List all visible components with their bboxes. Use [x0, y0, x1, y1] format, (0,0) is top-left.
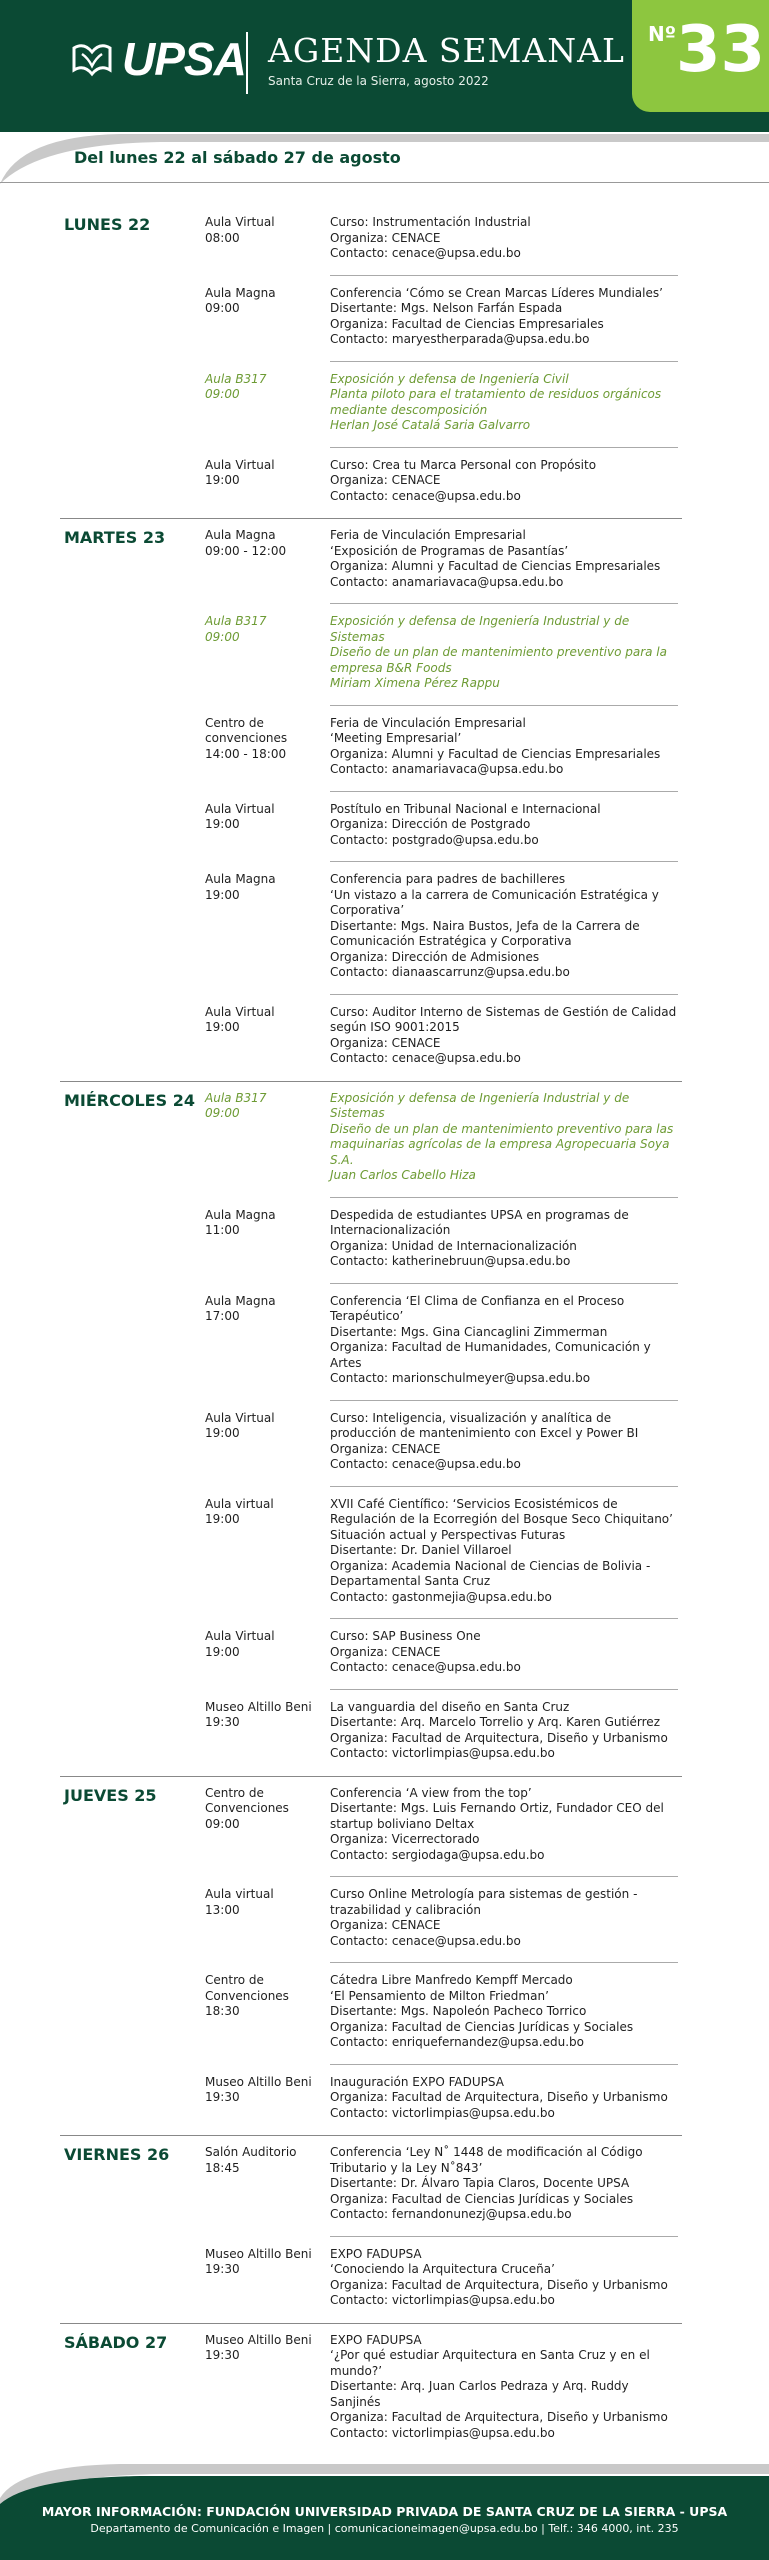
day-section	[0, 1081, 769, 1776]
event-organizer: Organiza: Dirección de Admisiones	[330, 949, 540, 964]
event-place-time	[205, 1973, 325, 2020]
event-organizer: Organiza: Facultad de Arquitectura, Diseño y Urbanismo	[330, 2410, 668, 2424]
event-time: 09:00	[205, 1816, 240, 1831]
event-line: ‘El Pensamiento de Milton Friedman’	[330, 1988, 549, 2003]
event-line: producción de mantenimiento con Excel y Power BI	[330, 1426, 639, 1440]
event-place: Aula Virtual	[205, 1629, 275, 1643]
event-organizer: Organiza: Facultad de Arquitectura, Diseño y Urbanismo	[330, 2090, 668, 2104]
event-item	[0, 518, 769, 604]
event-details	[330, 614, 678, 692]
day-label: MARTES 23	[64, 528, 166, 547]
event-organizer: Organiza: CENACE	[330, 1644, 441, 1659]
event-place: Museo Altillo Beni	[205, 2246, 312, 2261]
event-line: Terapéutico’	[330, 1309, 404, 1323]
day-label: SÁBADO 27	[64, 2332, 168, 2352]
event-title: Cátedra Libre Manfredo Kempff Mercado	[330, 1973, 573, 1987]
event-title: Conferencia ‘Cómo se Crean Marcas Líderes Mundiales’	[330, 285, 663, 300]
event-place: Aula Virtual	[205, 801, 275, 816]
event-place: Aula Virtual	[205, 215, 275, 229]
day-label: VIERNES 26	[64, 2145, 170, 2164]
event-line: ‘Exposición de Programas de Pasantías’	[330, 543, 569, 558]
event-place-time	[205, 1700, 325, 1731]
upsa-logo	[70, 33, 246, 85]
event-title: Exposición y defensa de Ingeniería Civil	[330, 371, 569, 386]
event-line: Diseño de un plan de mantenimiento preventivo para la	[330, 645, 667, 659]
event-contact: Contacto: victorlimpias@upsa.edu.bo	[330, 2105, 555, 2120]
event-item	[0, 2065, 769, 2136]
event-place: Aula Magna	[205, 285, 276, 300]
event-contact: Contacto: cenace@upsa.edu.bo	[330, 1051, 521, 1065]
event-place-time	[205, 528, 325, 559]
event-details	[330, 458, 678, 505]
day-section	[0, 1776, 769, 2136]
event-organizer: Organiza: CENACE	[330, 473, 441, 487]
event-line: empresa B&R Foods	[330, 660, 452, 675]
event-item	[0, 862, 769, 995]
day-label: LUNES 22	[64, 215, 151, 234]
event-contact: Contacto: gastonmejia@upsa.edu.bo	[330, 1589, 552, 1604]
event-place: Salón Auditorio	[205, 2145, 297, 2159]
event-speaker: Disertante: Mgs. Nelson Farfán Espada	[330, 301, 563, 315]
event-item	[0, 205, 769, 276]
event-speaker: Disertante: Mgs. Naira Bustos, Jefa de la Carrera de	[330, 918, 640, 933]
event-item	[0, 2135, 769, 2237]
event-details	[330, 1005, 678, 1067]
event-organizer: Organiza: Academia Nacional de Ciencias de Bolivia -	[330, 1558, 651, 1573]
week-divider	[0, 182, 769, 183]
event-details	[330, 802, 678, 849]
event-line: S.A.	[330, 1152, 354, 1167]
event-line: ‘Conociendo la Arquitectura Cruceña’	[330, 2262, 555, 2276]
upsa-logo-icon	[70, 40, 114, 78]
event-place: Aula B317	[205, 1090, 267, 1105]
event-place-time	[205, 1208, 325, 1239]
event-title: EXPO FADUPSA	[330, 2332, 422, 2347]
event-speaker: Disertante: Dr. Daniel Villaroel	[330, 1543, 512, 1557]
event-line: Sistemas	[330, 629, 385, 644]
event-place-time	[205, 1629, 325, 1660]
event-details	[330, 1700, 678, 1762]
event-place: Centro de	[205, 715, 264, 730]
event-details	[330, 1294, 678, 1387]
event-place-time	[205, 2247, 325, 2278]
event-organizer: Organiza: Dirección de Postgrado	[330, 817, 531, 831]
event-line: trazabilidad y calibración	[330, 1902, 481, 1917]
event-time: 18:30	[205, 2004, 240, 2018]
footer-contact-line: Departamento de Comunicación e Imagen | comunicacioneimagen@upsa.edu.bo | Telf.: 346 4000, int. 235	[90, 2522, 679, 2535]
event-item	[0, 276, 769, 362]
event-time: 18:45	[205, 2160, 240, 2175]
event-time: 14:00 - 18:00	[205, 746, 287, 761]
event-title: Curso Online Metrología para sistemas de gestión -	[330, 1887, 638, 1901]
event-item	[0, 1690, 769, 1776]
event-place: Aula virtual	[205, 1496, 274, 1511]
event-title: Feria de Vinculación Empresarial	[330, 528, 526, 542]
event-item	[0, 2237, 769, 2323]
event-place: Aula B317	[205, 371, 267, 386]
event-contact: Contacto: anamariavaca@upsa.edu.bo	[330, 574, 564, 589]
event-organizer: Organiza: Alumni y Facultad de Ciencias Empresariales	[330, 746, 661, 761]
event-place: Aula Magna	[205, 528, 276, 542]
event-time: 19:00	[205, 1426, 240, 1440]
event-item	[0, 1198, 769, 1284]
event-organizer: Organiza: CENACE	[330, 1918, 441, 1932]
event-title: Despedida de estudiantes UPSA en programas de	[330, 1207, 629, 1222]
event-title: Curso: Crea tu Marca Personal con Propósito	[330, 457, 597, 472]
event-time: 13:00	[205, 1902, 240, 1917]
event-line: Situación actual y Perspectivas Futuras	[330, 1527, 566, 1542]
event-details	[330, 372, 678, 434]
event-line: Artes	[330, 1355, 362, 1370]
event-details	[330, 1887, 678, 1949]
event-time: 19:30	[205, 2348, 240, 2362]
day-section	[0, 205, 769, 518]
event-contact: Contacto: victorlimpias@upsa.edu.bo	[330, 2425, 555, 2440]
event-organizer: Organiza: CENACE	[330, 1035, 441, 1050]
event-item	[0, 1619, 769, 1690]
event-details	[330, 1091, 678, 1184]
event-title: La vanguardia del diseño en Santa Cruz	[330, 1699, 570, 1714]
event-organizer: Organiza: Vicerrectorado	[330, 1832, 480, 1846]
event-place: Museo Altillo Beni	[205, 2332, 312, 2347]
event-time: 19:00	[205, 473, 240, 487]
page-subtitle: Santa Cruz de la Sierra, agosto 2022	[268, 74, 489, 88]
event-item	[0, 1284, 769, 1401]
event-contact: Contacto: katherinebruun@upsa.edu.bo	[330, 1254, 571, 1268]
event-contact: Contacto: cenace@upsa.edu.bo	[330, 1457, 521, 1471]
event-place-time	[205, 286, 325, 317]
event-place-time	[205, 372, 325, 403]
event-item	[0, 1487, 769, 1620]
event-place: Convenciones	[205, 1988, 289, 2003]
event-line: Diseño de un plan de mantenimiento preventivo para las	[330, 1121, 674, 1136]
event-details	[330, 2145, 678, 2223]
event-place: Aula virtual	[205, 1887, 274, 1901]
event-title: Conferencia ‘El Clima de Confianza en el Proceso	[330, 1293, 625, 1308]
event-place-time	[205, 2145, 325, 2176]
event-details	[330, 872, 678, 981]
event-organizer: Organiza: Facultad de Arquitectura, Diseño y Urbanismo	[330, 1730, 668, 1745]
event-speaker: Disertante: Arq. Juan Carlos Pedraza y Arq. Ruddy	[330, 2379, 629, 2393]
event-place: convenciones	[205, 731, 288, 745]
logo-text: UPSA	[122, 33, 246, 85]
event-organizer: Organiza: Facultad de Ciencias Empresariales	[330, 316, 604, 331]
event-item	[0, 1776, 769, 1878]
header-divider	[246, 32, 248, 94]
event-title: Conferencia ‘A view from the top’	[330, 1785, 532, 1800]
event-time: 19:00	[205, 1512, 240, 1526]
event-time: 19:00	[205, 817, 240, 831]
event-time: 11:00	[205, 1223, 240, 1237]
day-section	[0, 518, 769, 1081]
event-line: Departamental Santa Cruz	[330, 1574, 491, 1588]
event-place: Aula Magna	[205, 1207, 276, 1222]
event-time: 08:00	[205, 230, 240, 245]
event-line: mediante descomposición	[330, 402, 488, 417]
event-time: 09:00	[205, 387, 240, 401]
event-contact: Contacto: victorlimpias@upsa.edu.bo	[330, 2293, 555, 2307]
schedule	[0, 205, 769, 2455]
event-title: Curso: SAP Business One	[330, 1629, 481, 1643]
event-organizer: Organiza: CENACE	[330, 230, 441, 245]
event-place: Aula B317	[205, 614, 267, 628]
event-line: Internacionalización	[330, 1223, 451, 1237]
event-place: Convenciones	[205, 1801, 289, 1815]
event-details	[330, 2247, 678, 2309]
event-time: 19:30	[205, 1715, 240, 1729]
event-place: Aula Virtual	[205, 1410, 275, 1425]
week-range: Del lunes 22 al sábado 27 de agosto	[74, 148, 401, 167]
event-organizer: Organiza: Facultad de Arquitectura, Diseño y Urbanismo	[330, 2277, 668, 2292]
event-details	[330, 1411, 678, 1473]
issue-number: 33	[676, 13, 766, 87]
event-place-time	[205, 1005, 325, 1036]
event-item-thesis-defense	[0, 1081, 769, 1198]
event-contact: Contacto: marionschulmeyer@upsa.edu.bo	[330, 1371, 591, 1385]
event-line: Planta piloto para el tratamiento de residuos orgánicos	[330, 387, 662, 401]
event-details	[330, 716, 678, 778]
event-time: 09:00	[205, 629, 240, 644]
event-item	[0, 1401, 769, 1487]
event-place-time	[205, 716, 325, 763]
event-contact: Contacto: maryestherparada@upsa.edu.bo	[330, 332, 590, 346]
day-section	[0, 2323, 769, 2456]
event-title: Inauguración EXPO FADUPSA	[330, 2074, 504, 2089]
event-place: Centro de	[205, 1785, 264, 1800]
event-title: Conferencia ‘Ley N˚ 1448 de modificación al Código	[330, 2145, 643, 2159]
event-item-thesis-defense	[0, 604, 769, 706]
event-organizer: Organiza: Facultad de Ciencias Jurídicas y Sociales	[330, 2191, 634, 2206]
event-time: 19:30	[205, 2262, 240, 2276]
event-time: 19:00	[205, 1644, 240, 1659]
event-place-time	[205, 2075, 325, 2106]
event-title: Curso: Instrumentación Industrial	[330, 215, 531, 229]
event-time: 17:00	[205, 1309, 240, 1323]
event-line: Herlan José Catalá Saria Galvarro	[330, 418, 531, 432]
event-line: startup boliviano Deltax	[330, 1816, 475, 1831]
event-speaker: Disertante: Arq. Marcelo Torrelio y Arq. Karen Gutiérrez	[330, 1715, 660, 1729]
event-details	[330, 1786, 678, 1864]
issue-prefix: Nº	[648, 22, 677, 46]
header-banner	[0, 0, 769, 132]
event-place-time	[205, 215, 325, 246]
event-place: Aula Virtual	[205, 1004, 275, 1019]
event-line: Corporativa’	[330, 903, 405, 917]
event-details	[330, 2333, 678, 2442]
event-contact: Contacto: anamariavaca@upsa.edu.bo	[330, 762, 564, 776]
event-time: 19:00	[205, 887, 240, 902]
event-line: Regulación de la Ecorregión del Bosque Seco Chiquitano’	[330, 1512, 673, 1526]
event-title: Feria de Vinculación Empresarial	[330, 715, 526, 730]
event-line: ‘¿Por qué estudiar Arquitectura en Santa Cruz y en el	[330, 2348, 650, 2362]
event-line: ‘Meeting Empresarial’	[330, 731, 462, 745]
event-title: Conferencia para padres de bachilleres	[330, 872, 566, 886]
event-item-thesis-defense	[0, 362, 769, 448]
footer-title: MAYOR INFORMACIÓN: FUNDACIÓN UNIVERSIDAD PRIVADA DE SANTA CRUZ DE LA SIERRA - UPSA	[41, 2504, 728, 2519]
event-details	[330, 1497, 678, 1606]
event-place-time	[205, 872, 325, 903]
event-place: Centro de	[205, 1973, 264, 1987]
event-speaker: Disertante: Mgs. Napoleón Pacheco Torrico	[330, 2004, 587, 2018]
event-item	[0, 1963, 769, 2065]
event-contact: Contacto: postgrado@upsa.edu.bo	[330, 832, 539, 847]
event-contact: Contacto: cenace@upsa.edu.bo	[330, 1933, 521, 1948]
event-line: Sistemas	[330, 1106, 385, 1120]
event-time: 19:00	[205, 1020, 240, 1034]
day-section	[0, 2135, 769, 2323]
event-organizer: Organiza: CENACE	[330, 1441, 441, 1456]
event-title: EXPO FADUPSA	[330, 2246, 422, 2261]
event-organizer: Organiza: Alumni y Facultad de Ciencias Empresariales	[330, 559, 661, 573]
event-time: 09:00 - 12:00	[205, 543, 287, 558]
event-item	[0, 995, 769, 1081]
event-line: según ISO 9001:2015	[330, 1020, 460, 1034]
event-place-time	[205, 1497, 325, 1528]
event-speaker: Disertante: Mgs. Luis Fernando Ortiz, Fundador CEO del	[330, 1801, 664, 1815]
event-place-time	[205, 1786, 325, 1833]
event-contact: Contacto: victorlimpias@upsa.edu.bo	[330, 1746, 555, 1760]
event-speaker: Disertante: Dr. Álvaro Tapia Claros, Docente UPSA	[330, 2176, 630, 2190]
day-label: MIÉRCOLES 24	[64, 1090, 195, 1110]
event-contact: Contacto: dianaascarrunz@upsa.edu.bo	[330, 965, 570, 979]
event-place: Aula Magna	[205, 1293, 276, 1308]
event-details	[330, 1629, 678, 1676]
event-place: Aula Virtual	[205, 457, 275, 472]
event-place: Museo Altillo Beni	[205, 2074, 312, 2089]
event-title: XVII Café Científico: ‘Servicios Ecosistémicos de	[330, 1496, 618, 1511]
event-place-time	[205, 1887, 325, 1918]
event-details	[330, 286, 678, 348]
event-place-time	[205, 458, 325, 489]
issue-badge	[632, 0, 769, 112]
day-label: JUEVES 25	[64, 1785, 157, 1805]
event-line: mundo?’	[330, 2363, 383, 2378]
event-details	[330, 1973, 678, 2051]
event-line: Sanjinés	[330, 2394, 381, 2409]
event-time: 09:00	[205, 1106, 240, 1120]
event-item	[0, 792, 769, 863]
event-place: Aula Magna	[205, 872, 276, 886]
event-line: Tributario y la Ley N˚843’	[330, 2160, 483, 2175]
event-details	[330, 528, 678, 590]
event-line: Miriam Ximena Pérez Rappu	[330, 676, 500, 690]
event-time: 09:00	[205, 301, 240, 315]
event-place-time	[205, 1411, 325, 1442]
event-details	[330, 1208, 678, 1270]
event-time: 19:30	[205, 2090, 240, 2104]
event-place-time	[205, 802, 325, 833]
event-title: Exposición y defensa de Ingeniería Industrial y de	[330, 1090, 630, 1105]
page-title: AGENDA SEMANAL	[268, 31, 625, 70]
event-item	[0, 706, 769, 792]
event-title: Curso: Auditor Interno de Sistemas de Gestión de Calidad	[330, 1004, 677, 1019]
event-item	[0, 448, 769, 519]
event-line: maquinarias agrícolas de la empresa Agropecuaria Soya	[330, 1137, 670, 1151]
event-place-time	[205, 2333, 325, 2364]
event-organizer: Organiza: Facultad de Ciencias Jurídicas y Sociales	[330, 2019, 634, 2034]
event-line: ‘Un vistazo a la carrera de Comunicación Estratégica y	[330, 887, 659, 902]
event-place-time	[205, 614, 325, 645]
event-details	[330, 215, 678, 262]
event-organizer: Organiza: Unidad de Internacionalización	[330, 1238, 577, 1253]
event-title: Exposición y defensa de Ingeniería Industrial y de	[330, 614, 630, 628]
event-title: Postítulo en Tribunal Nacional e Internacional	[330, 801, 601, 816]
event-place: Museo Altillo Beni	[205, 1699, 312, 1714]
event-speaker: Disertante: Mgs. Gina Ciancaglini Zimmerman	[330, 1324, 608, 1339]
event-line: Juan Carlos Cabello Hiza	[330, 1168, 476, 1182]
event-line: Comunicación Estratégica y Corporativa	[330, 934, 572, 948]
event-item	[0, 1877, 769, 1963]
event-contact: Contacto: fernandonunezj@upsa.edu.bo	[330, 2207, 572, 2221]
event-contact: Contacto: enriquefernandez@upsa.edu.bo	[330, 2035, 584, 2049]
event-contact: Contacto: cenace@upsa.edu.bo	[330, 246, 521, 260]
event-contact: Contacto: sergiodaga@upsa.edu.bo	[330, 1847, 545, 1862]
event-item	[0, 2323, 769, 2456]
event-place-time	[205, 1091, 325, 1122]
event-organizer: Organiza: Facultad de Humanidades, Comunicación y	[330, 1340, 651, 1354]
event-details	[330, 2075, 678, 2122]
event-place-time	[205, 1294, 325, 1325]
event-contact: Contacto: cenace@upsa.edu.bo	[330, 1660, 521, 1674]
event-title: Curso: Inteligencia, visualización y analítica de	[330, 1410, 612, 1425]
event-contact: Contacto: cenace@upsa.edu.bo	[330, 488, 521, 503]
